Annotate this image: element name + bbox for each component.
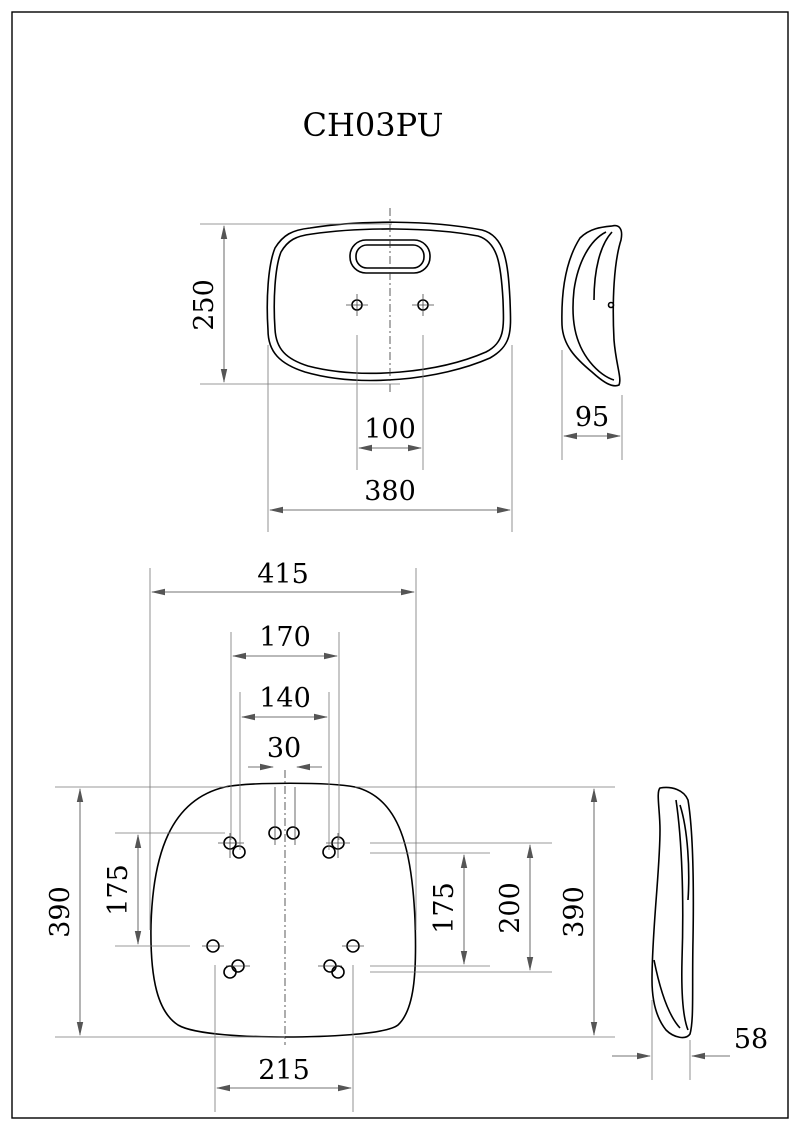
seat-hole-group-bottom-right — [318, 940, 364, 978]
seat-right-hole-spacing-outer-label: 200 — [495, 882, 526, 934]
seat-right-depth-label: 390 — [559, 886, 590, 938]
seat-hole-group-top-center — [269, 787, 299, 845]
backrest-hole-spacing-label: 100 — [364, 414, 416, 445]
seat-thickness-label: 58 — [733, 1024, 769, 1055]
backrest-hole-right — [412, 294, 434, 316]
seat-side-outline — [652, 788, 693, 1038]
backrest-height-label: 250 — [189, 279, 220, 331]
backrest-hole-left — [346, 294, 368, 316]
drawing-title: CH03PU — [302, 106, 444, 144]
seat-hole-spacing-outer-label: 170 — [259, 622, 311, 653]
seat-hole-spacing-center-label: 30 — [266, 733, 302, 764]
seat-bottom-hole-spacing-label: 215 — [258, 1055, 310, 1086]
backrest-side-view — [562, 226, 622, 460]
seat-hole-group-bottom-left — [202, 940, 250, 978]
seat-top-view — [45, 559, 615, 1112]
backrest-width-label: 380 — [364, 476, 416, 507]
seat-left-depth-label: 390 — [45, 886, 76, 938]
seat-right-hole-spacing-label: 175 — [429, 882, 460, 934]
seat-overall-width-label: 415 — [257, 559, 309, 590]
seat-hole-group-top-right — [323, 833, 350, 858]
backrest-inner-rim — [274, 229, 503, 373]
seat-side-view — [612, 788, 768, 1081]
seat-left-hole-spacing-label: 175 — [103, 864, 134, 916]
seat-hole-group-top-left — [218, 833, 245, 858]
backrest-depth-label: 95 — [574, 402, 610, 433]
backrest-front-view — [189, 208, 512, 532]
seat-hole-spacing-inner-label: 140 — [259, 683, 311, 714]
seat-outline — [151, 783, 416, 1037]
